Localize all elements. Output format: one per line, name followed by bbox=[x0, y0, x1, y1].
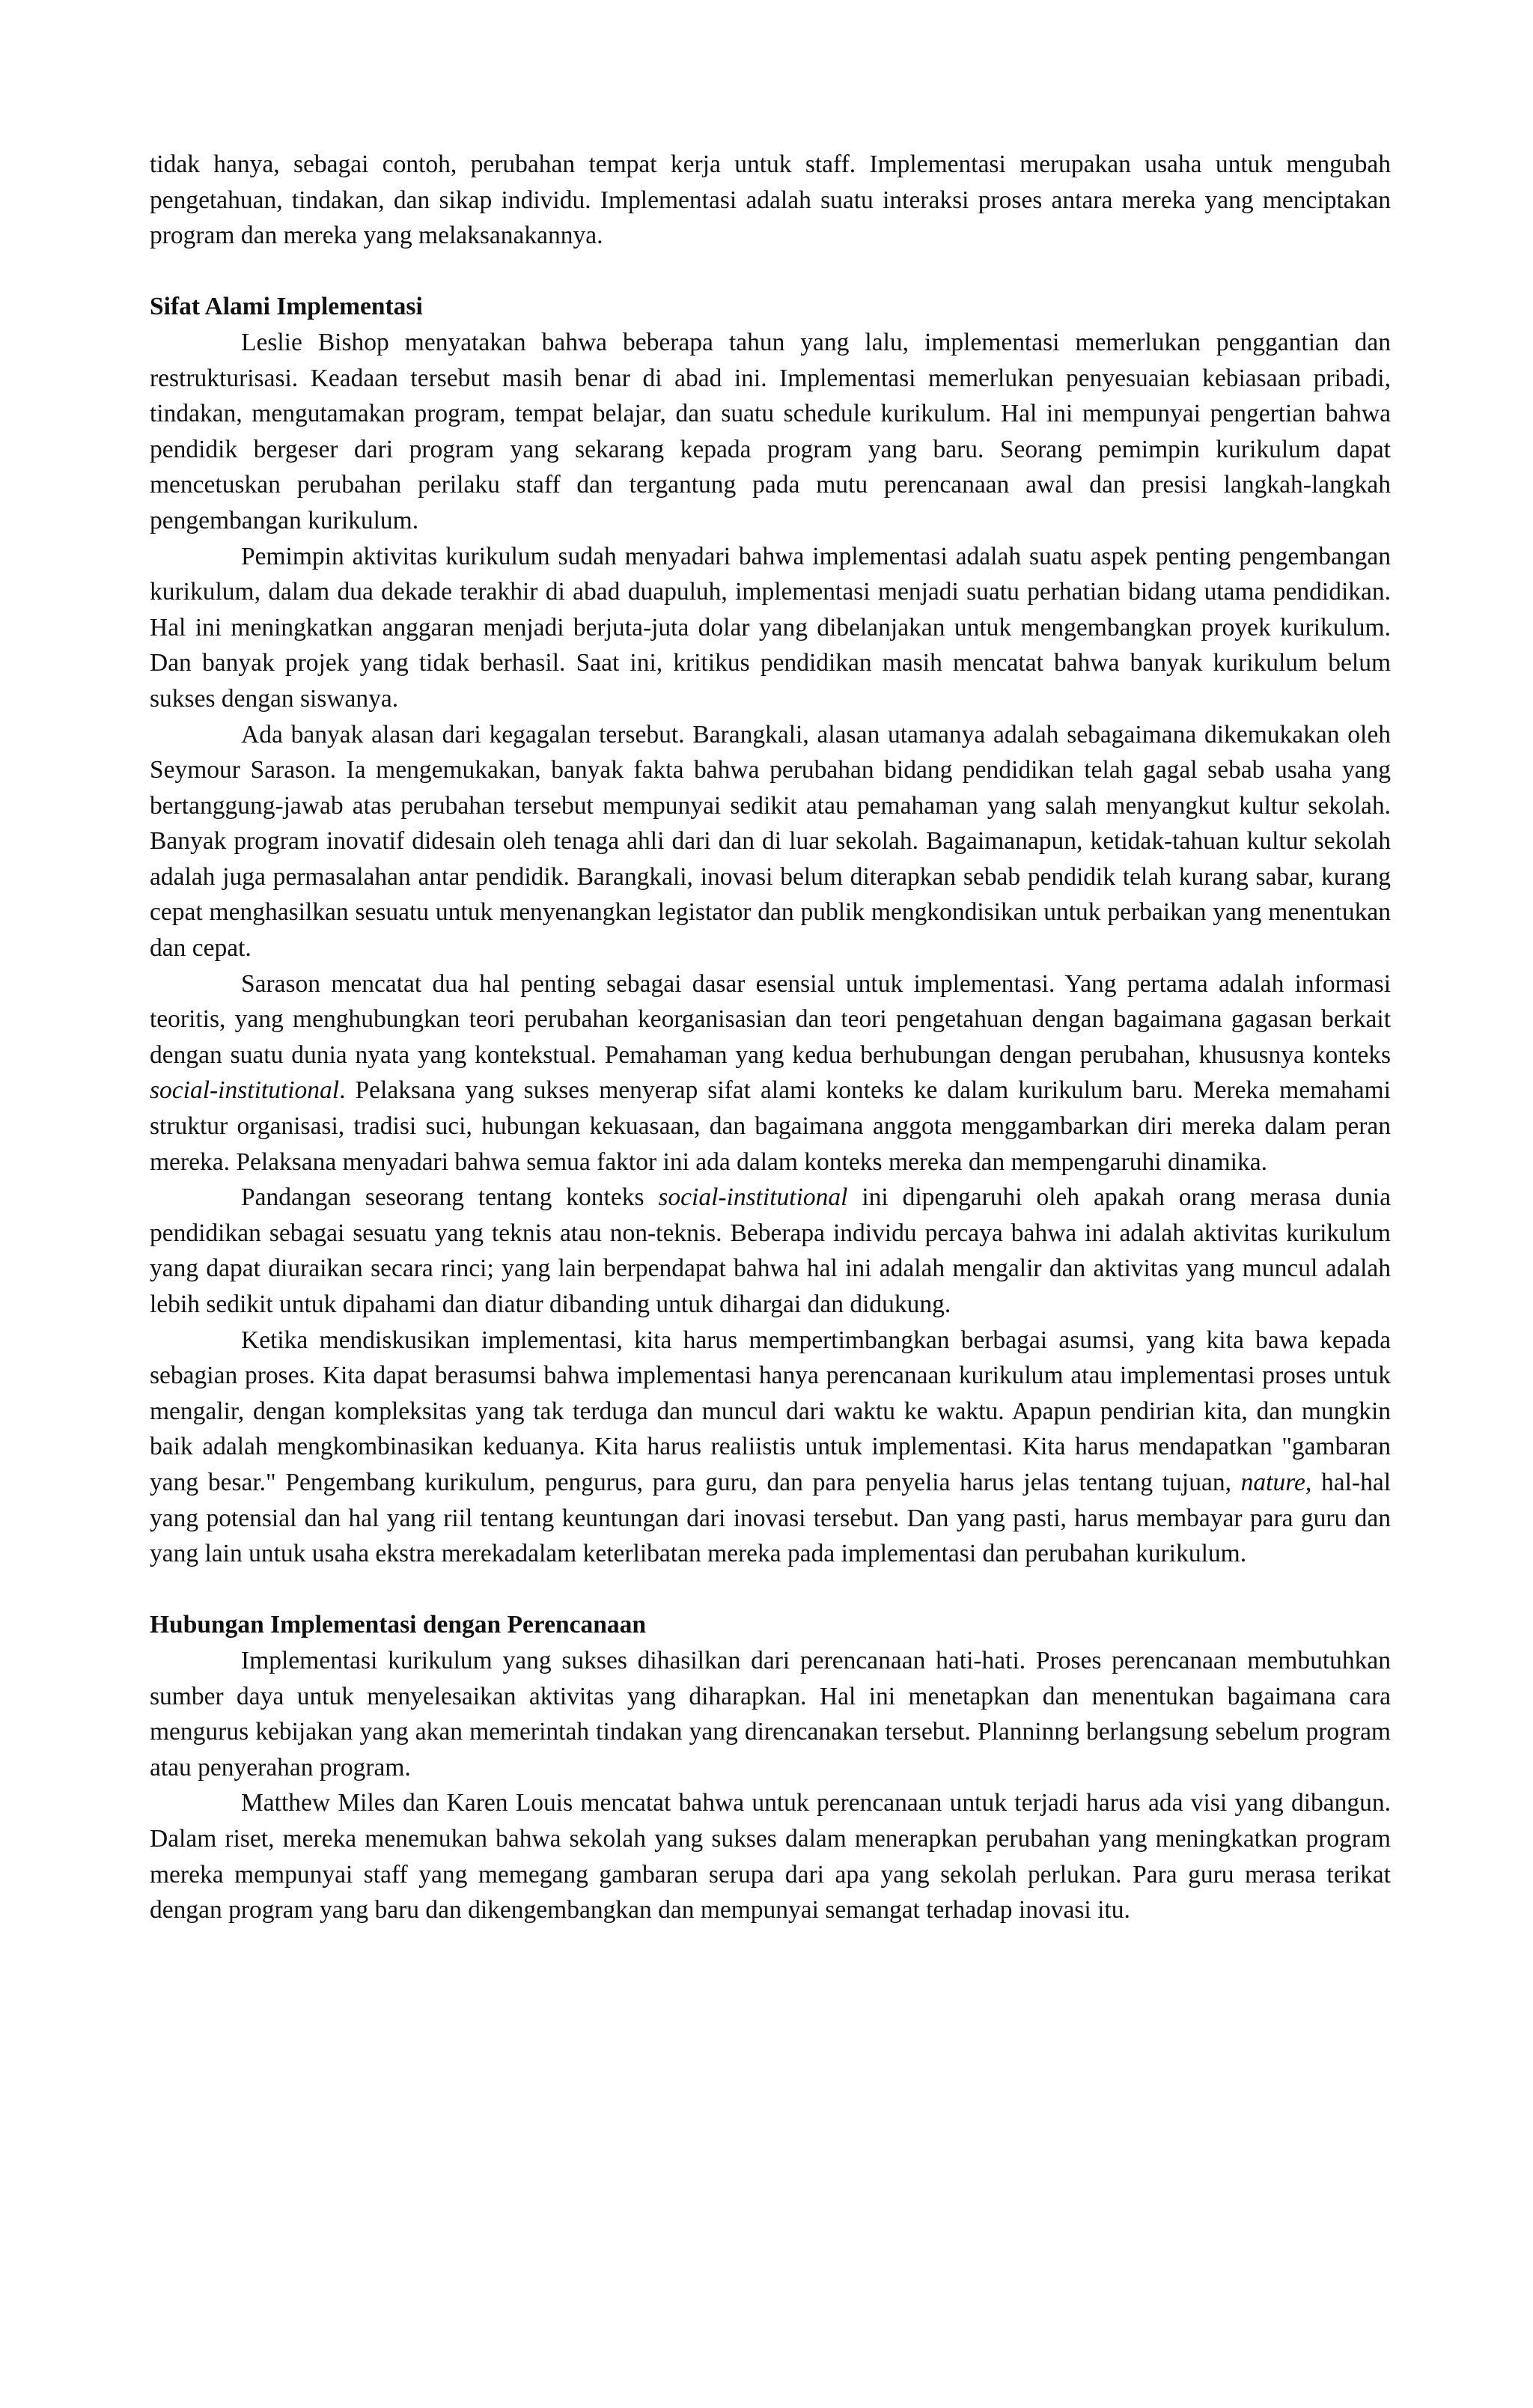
section-heading-sifat-alami: Sifat Alami Implementasi bbox=[150, 293, 423, 321]
section-heading-hubungan: Hubungan Implementasi dengan Perencanaan bbox=[150, 1611, 646, 1639]
document-page bbox=[150, 147, 1391, 1928]
paragraph-miles-louis: Matthew Miles dan Karen Louis mencatat bahwa untuk perencanaan untuk terjadi harus ada visi yang dibangun. Dalam riset, mereka menemukan bahwa sekolah yang sukses dalam menerapkan perubahan yang meningkatkan program mereka mempunyai staff yang memegang gambaran serupa dari apa yang sekolah perlukan. Para guru merasa terikat dengan program yang baru dan dikengembangkan dan mempunyai semangat terhadap inovasi itu. bbox=[150, 1789, 1391, 1924]
text-run: Sarason mencatat dua hal penting sebagai dasar esensial untuk implementasi. Yang pertama adalah informasi teoritis, yang menghubungkan teori perubahan keorganisasian dan teori pengetahuan dengan bagaimana gagasan berkait dengan suatu dunia nyata yang kontekstual. Pemahaman yang kedua berhubungan dengan perubahan, khususnya konteks bbox=[150, 969, 1391, 1069]
paragraph-pemimpin-aktivitas: Pemimpin aktivitas kurikulum sudah menyadari bahwa implementasi adalah suatu aspek penting pengembangan kurikulum, dalam dua dekade terakhir di abad duapuluh, implementasi menjadi suatu perhatian bidang utama pendidikan. Hal ini meningkatkan anggaran menjadi berjuta-juta dolar yang dibelanjakan untuk mengembangkan proyek kurikulum. Dan banyak projek yang tidak berhasil. Saat ini, kritikus pendidikan masih mencatat bahwa banyak kurikulum belum sukses dengan siswanya. bbox=[150, 542, 1391, 713]
text-run: Ketika mendiskusikan implementasi, kita harus mempertimbangkan berbagai asumsi, yang kita bawa kepada sebagian proses. Kita dapat berasumsi bahwa implementasi hanya perencanaan kurikulum atau implementasi proses untuk mengalir, dengan kompleksitas yang tak terduga dan muncul dari waktu ke waktu. Apapun pendirian kita, dan mungkin baik adalah mengkombinasikan keduanya. Kita harus realiistis untuk implementasi. Kita harus mendapatkan "gambaran yang besar." Pengembang kurikulum, pengurus, para guru, dan para penyelia harus jelas tentang tujuan, bbox=[150, 1326, 1391, 1496]
italic-term: social-institutional bbox=[150, 1076, 340, 1105]
paragraph-bishop: Leslie Bishop menyatakan bahwa beberapa tahun yang lalu, implementasi memerlukan penggantian dan restrukturisasi. Keadaan tersebut masih benar di abad ini. Implementasi memerlukan penyesuaian kebiasaan pribadi, tindakan, mengutamakan program, tempat belajar, dan suatu schedule kurikulum. Hal ini mempunyai pengertian bahwa pendidik bergeser dari program yang sekarang kepada program yang baru. Seorang pemimpin kurikulum dapat mencetuskan perubahan perilaku staff dan tergantung pada mutu perencanaan awal dan presisi langkah-langkah pengembangan kurikulum. bbox=[150, 328, 1391, 534]
section-gap bbox=[150, 254, 1391, 290]
paragraph-ketika-mendiskusikan bbox=[150, 1323, 1391, 1572]
paragraph-pandangan bbox=[150, 1180, 1391, 1322]
italic-term: nature bbox=[1240, 1468, 1305, 1496]
paragraph-sarason bbox=[150, 966, 1391, 1180]
text-run: , hal-hal yang potensial dan hal yang riil tentang keuntungan dari inovasi tersebut. Dan yang pasti, harus membayar para guru dan yang lain untuk usaha ekstra merekadalam keterlibatan mereka pada implementasi dan perubahan kurikulum. bbox=[150, 1468, 1391, 1568]
text-run: Pandangan seseorang tentang konteks bbox=[241, 1183, 659, 1212]
italic-term: social-institutional bbox=[658, 1183, 848, 1212]
text-run: . Pelaksana yang sukses menyerap sifat alami konteks ke dalam kurikulum baru. Mereka memahami struktur organisasi, tradisi suci, hubungan kekuasaan, dan bagaimana anggota menggambarkan diri mereka dalam peran mereka. Pelaksana menyadari bahwa semua faktor ini ada dalam konteks mereka dan mempengaruhi dinamika. bbox=[150, 1076, 1391, 1176]
text-run: ini dipengaruhi oleh apakah orang merasa dunia pendidikan sebagai sesuatu yang teknis atau non-teknis. Beberapa individu percaya bahwa ini adalah aktivitas kurikulum yang dapat diuraikan secara rinci; yang lain berpendapat bahwa hal ini adalah mengalir dan aktivitas yang muncul adalah lebih sedikit untuk dipahami dan diatur dibanding untuk dihargai dan didukung. bbox=[150, 1183, 1392, 1318]
section-gap bbox=[150, 1572, 1391, 1608]
intro-paragraph: tidak hanya, sebagai contoh, perubahan tempat kerja untuk staff. Implementasi merupakan usaha untuk mengubah pengetahuan, tindakan, dan sikap individu. Implementasi adalah suatu interaksi proses antara mereka yang menciptakan program dan mereka yang melaksanakannya. bbox=[150, 150, 1391, 250]
paragraph-alasan-kegagalan: Ada banyak alasan dari kegagalan tersebut. Barangkali, alasan utamanya adalah sebagaimana dikemukakan oleh Seymour Sarason. Ia mengemukakan, banyak fakta bahwa perubahan bidang pendidikan telah gagal sebab usaha yang bertanggung-jawab atas perubahan tersebut mempunyai sedikit atau pemahaman yang salah menyangkut kultur sekolah. Banyak program inovatif didesain oleh tenaga ahli dari dan di luar sekolah. Bagaimanapun, ketidak-tahuan kultur sekolah adalah juga permasalahan antar pendidik. Barangkali, inovasi belum diterapkan sebab pendidik telah kurang sabar, kurang cepat menghasilkan sesuatu untuk menyenangkan legistator dan publik mengkondisikan untuk perbaikan yang menentukan dan cepat. bbox=[150, 720, 1391, 963]
paragraph-implementasi-sukses: Implementasi kurikulum yang sukses dihasilkan dari perencanaan hati-hati. Proses perencanaan membutuhkan sumber daya untuk menyelesaikan aktivitas yang diharapkan. Hal ini menetapkan dan menentukan bagaimana cara mengurus kebijakan yang akan memerintah tindakan yang direncanakan tersebut. Planninng berlangsung sebelum program atau penyerahan program. bbox=[150, 1646, 1391, 1781]
